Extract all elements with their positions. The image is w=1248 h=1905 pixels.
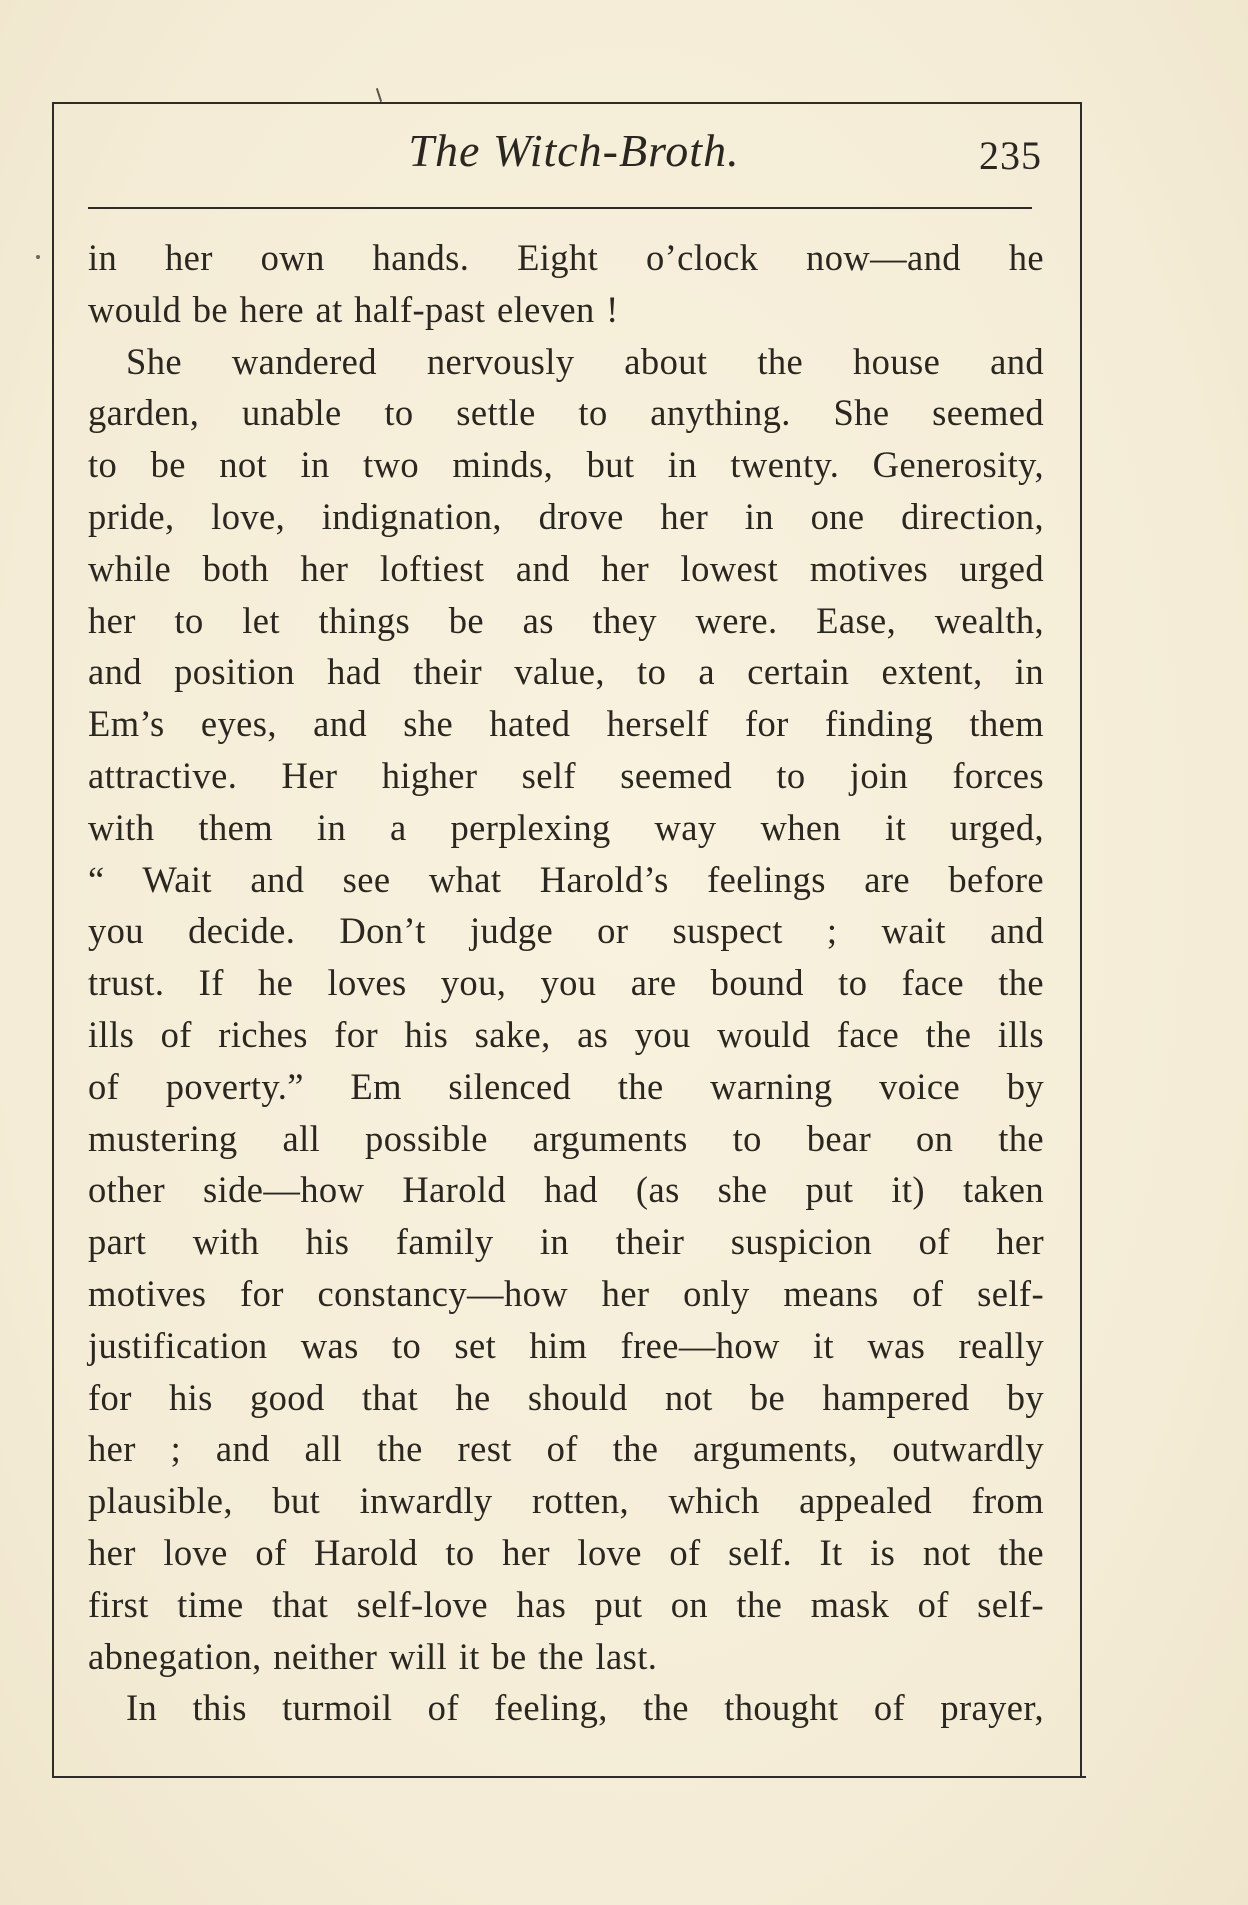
text-line: in her own hands. Eight o’clock now—and he xyxy=(88,237,1044,278)
text-line: would be here at half-past eleven ! xyxy=(88,288,619,330)
text-line: first time that self-love has put on the mask of self- xyxy=(88,1583,1044,1625)
text-line: with them in a perplexing way when it urged, xyxy=(88,806,1044,848)
page-number: 235 xyxy=(979,133,1042,178)
text-line: her love of Harold to her love of self. It is not the xyxy=(88,1531,1044,1573)
text-line: trust. If he loves you, you are bound to face the xyxy=(88,962,1044,1004)
text-line: abnegation, neither will it be the last. xyxy=(88,1635,658,1677)
text-line: She wandered nervously about the house and xyxy=(126,340,1044,382)
running-head-title: The Witch-Broth. xyxy=(408,125,740,176)
text-line: attractive. Her higher self seemed to join forces xyxy=(88,754,1044,796)
page-border-bottom-rule xyxy=(52,1776,1086,1778)
text-line: justification was to set him free—how it was really xyxy=(88,1324,1044,1366)
header-rule xyxy=(88,207,1032,209)
text-line: motives for constancy—how her only means of self- xyxy=(88,1272,1044,1314)
text-line: her to let things be as they were. Ease, wealth, xyxy=(88,599,1044,641)
text-line: pride, love, indignation, drove her in one direction, xyxy=(88,495,1044,537)
text-line: plausible, but inwardly rotten, which appealed from xyxy=(88,1480,1044,1522)
text-line: and position had their value, to a certain extent, in xyxy=(88,651,1044,693)
body-text xyxy=(88,232,1044,1734)
margin-speck xyxy=(36,255,40,259)
text-line: you decide. Don’t judge or suspect ; wait and xyxy=(88,910,1044,952)
text-line: while both her loftiest and her lowest motives urged xyxy=(88,547,1044,589)
text-line: to be not in two minds, but in twenty. Generosity, xyxy=(88,444,1044,486)
text-line: ills of riches for his sake, as you would face the ills xyxy=(88,1013,1044,1055)
text-line: of poverty.” Em silenced the warning voice by xyxy=(88,1065,1044,1107)
text-line: her ; and all the rest of the arguments, outwardly xyxy=(88,1428,1044,1470)
text-line: mustering all possible arguments to bear on the xyxy=(88,1117,1044,1159)
text-line: other side—how Harold had (as she put it) taken xyxy=(88,1169,1044,1211)
text-line: Em’s eyes, and she hated herself for finding them xyxy=(88,703,1044,745)
text-line: In this turmoil of feeling, the thought of prayer, xyxy=(126,1687,1044,1729)
text-line: part with his family in their suspicion of her xyxy=(88,1221,1044,1263)
text-line: “ Wait and see what Harold’s feelings are before xyxy=(88,858,1044,900)
running-head xyxy=(52,118,1082,188)
text-line: for his good that he should not be hampered by xyxy=(88,1376,1044,1418)
printer-mark xyxy=(376,88,382,102)
text-line: garden, unable to settle to anything. She seemed xyxy=(88,392,1044,434)
